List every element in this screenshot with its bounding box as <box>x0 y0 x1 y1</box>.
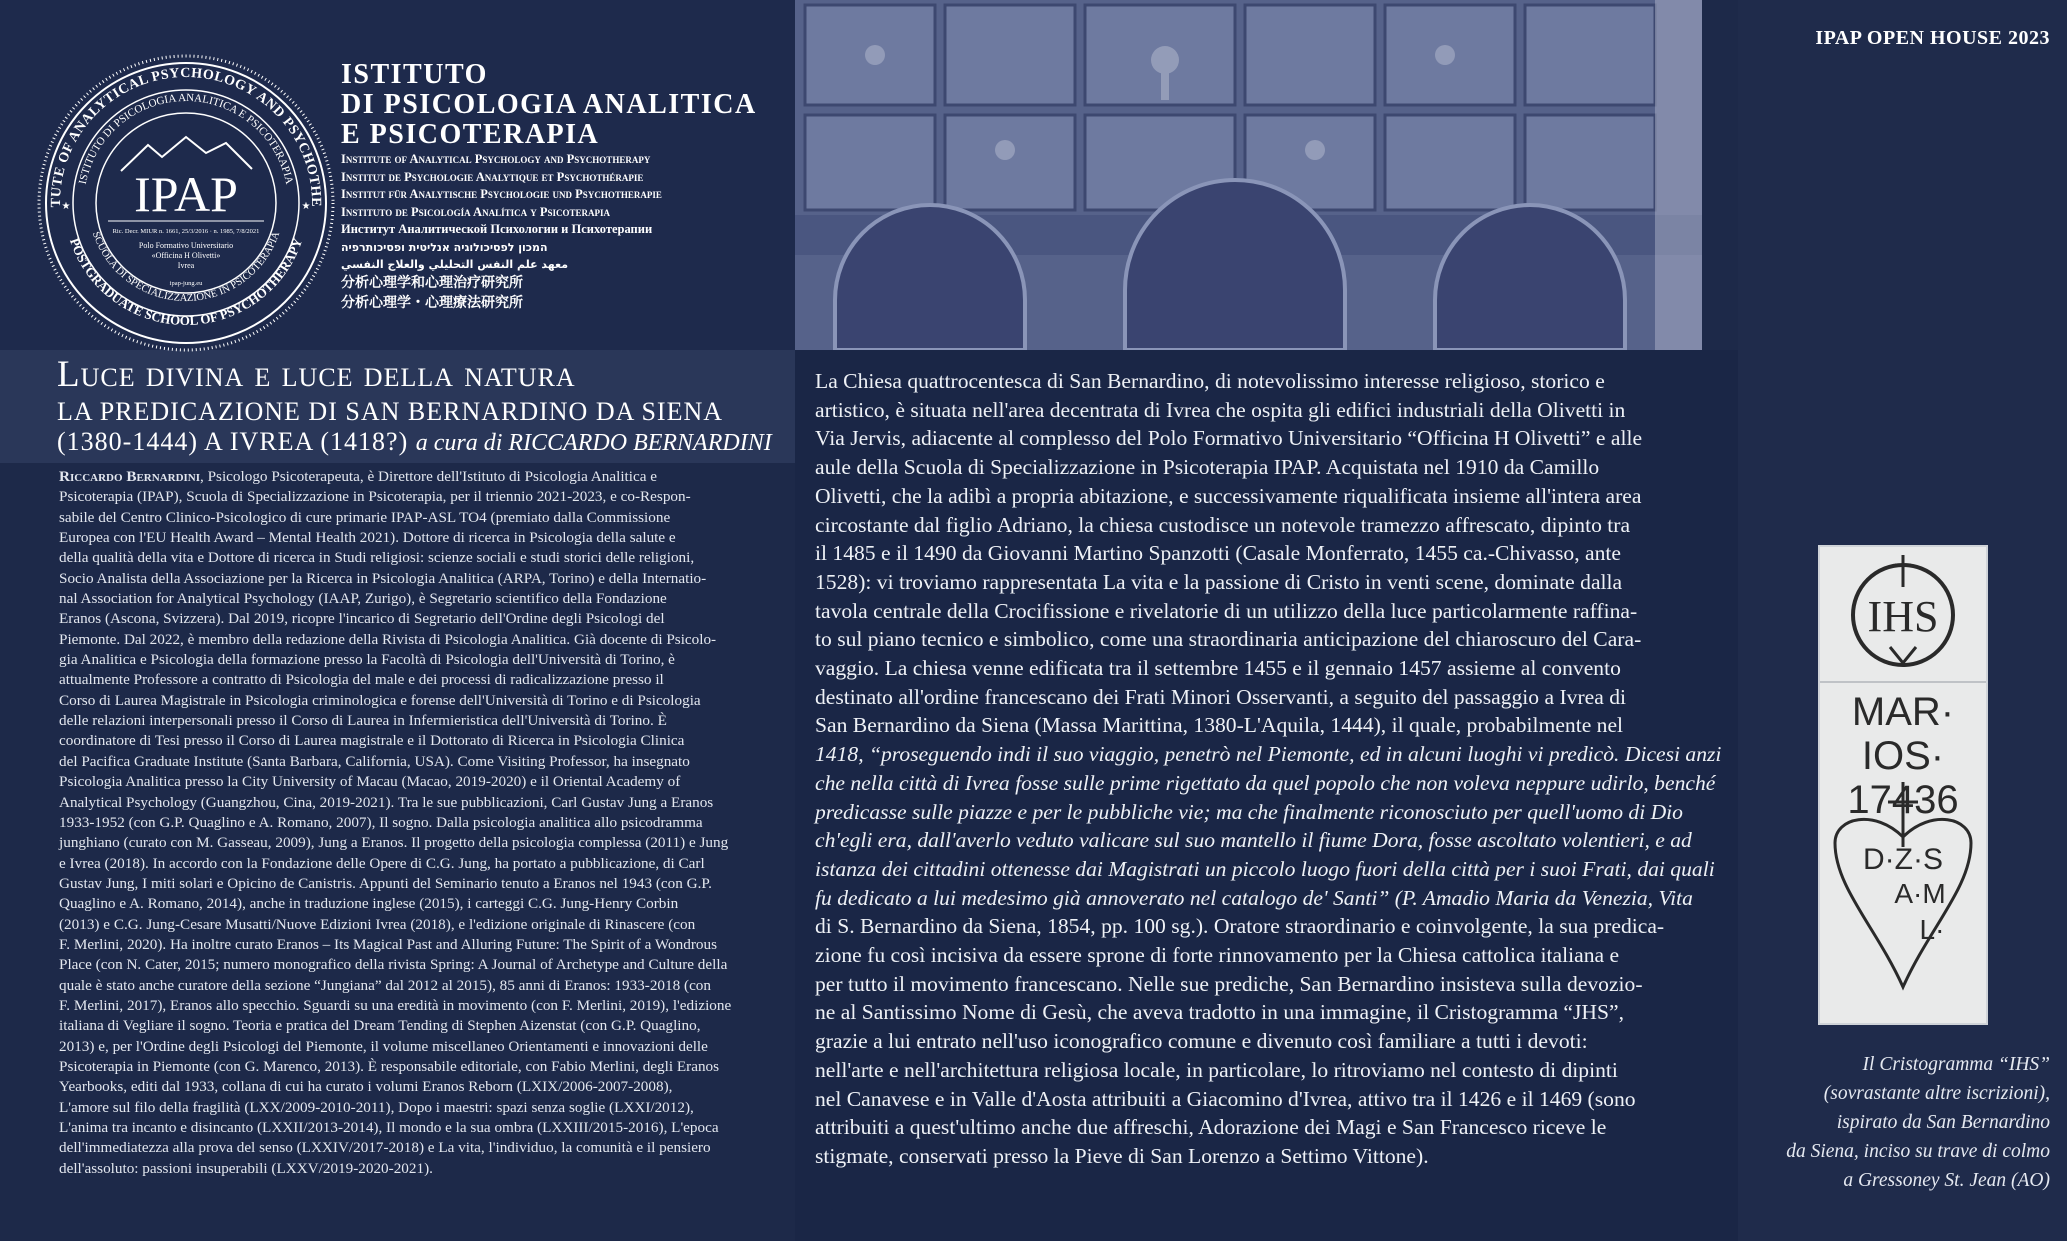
institute-title <box>341 60 757 150</box>
bio-first-line: , Psicologo Psicoterapeuta, è Direttore dell'Istituto di Psicologia Analitica e <box>200 468 658 485</box>
bio-line: Socio Analista della Associazione per la Ricerca in Psicologia Analitica (ARPA, Torino) e della Internatio- <box>59 569 707 587</box>
article-line: San Bernardino da Siena (Massa Marittina, 1380-L'Aquila, 1444), il quale, probabilmente nel <box>815 713 1624 738</box>
article-line: zione fu così incisiva da essere sprone di forte rinnovamento per la Chiesa cattolica italiana e <box>815 943 1620 968</box>
star-icon: ★ <box>61 201 71 212</box>
star-icon: ★ <box>301 201 311 212</box>
article-line: circostante dal figlio Adriano, la chiesa custodisce un notevole tramezzo affrescato, dipinto tra <box>815 512 1631 537</box>
article-line: 1528): vi troviamo rappresentata La vita e la passione di Cristo in venti scene, dominate dalla <box>815 569 1623 594</box>
institute-name-en: Institute of Analytical Psychology and Psychotherapy <box>341 152 651 166</box>
institute-name-fr: Institut de Psychologie Analytique et Psychothérapie <box>341 169 644 184</box>
institute-title-line: ISTITUTO <box>341 59 488 90</box>
institute-title-line: E PSICOTERAPIA <box>341 119 600 150</box>
image-caption <box>1738 1050 2050 1195</box>
bio-line: gia Analitica e Psicologia della formazione presso la Facoltà di Psicologia dell'Università di Torino, è <box>59 651 675 669</box>
seal-city: Ivrea <box>177 261 195 270</box>
bio-line: italiana di Vegliare il sogno. Teoria e pratica del Dream Tending di Stephen Aizenstat (con G.P. Quaglino, <box>59 1017 701 1035</box>
institute-title-line: DI PSICOLOGIA ANALITICA <box>341 89 757 120</box>
main-article-text <box>815 367 1721 1171</box>
bio-line: nal Association for Analytical Psychology (IAAP, Zurigo), è Segretario scientifico della Fondazione <box>59 590 667 608</box>
article-line: istanza dei cittadini ottenesse dai Magistrati un piccolo luogo fuori della città per i suoi Frati, dai quali <box>815 856 1715 881</box>
institute-name-es: Instituto de Psicología Analítica y Psicoterapia <box>341 204 610 219</box>
article-subtitle-line1: LA PREDICAZIONE DI SAN BERNARDINO DA SIENA <box>57 397 723 426</box>
article-line: attribuiti a quest'ultimo anche due affreschi, Adorazione dei Magi e San Francesco riceve le <box>815 1115 1607 1140</box>
institute-name-ru: Институт Аналитической Психологии и Психотерапии <box>341 222 653 236</box>
bio-line: quale è stato anche curatore della sezione “Jungiana” dal 2012 al 2015), 85 anni di Eranos: 1933-2018 (con <box>59 976 711 994</box>
bio-line: F. Merlini, 2020). Ha inoltre curato Eranos – Its Magical Past and Alluring Future: The Spirit of a Wondrous <box>59 935 717 953</box>
article-line: destinato all'ordine francescano dei Frati Minori Osservanti, a seguito del passaggio a Ivrea di <box>815 684 1627 709</box>
article-line: ch'egli era, dall'averlo veduto valicare sul suo mantello il fiume Dora, fosse ascoltato volentieri, e ad <box>815 828 1692 853</box>
article-line: che nella città di Ivrea fosse sulle prime rigettato da quel popolo che non voleva neppure udirlo, benché <box>815 770 1716 795</box>
seal-ring-bottom: POSTGRADUATE SCHOOL OF PSYCHOTHERAPY <box>66 236 306 329</box>
bio-line: Eranos (Ascona, Svizzera). Dal 2019, ricopre l'incarico di Segretario dell'Ordine degli Psicologi del <box>59 610 665 628</box>
article-line: La Chiesa quattrocentesca di San Bernardino, di notevolissimo interesse religioso, storico e <box>815 369 1605 393</box>
article-line: to sul piano tecnico e simbolico, come una straordinaria anticipazione del chiaroscuro del Cara- <box>815 627 1642 652</box>
bio-line: Analytical Psychology (Guangzhou, Cina, 2019-2021). Tra le sue pubblicazioni, Carl Gustav Jung a Eranos <box>59 793 714 811</box>
bio-line <box>59 467 768 487</box>
seal-logo: IPAP <box>134 166 238 222</box>
bio-lines <box>59 487 768 1179</box>
inscription-line: MAR· <box>1851 690 1955 734</box>
caption-line: Il Cristogramma “IHS” <box>1862 1054 2050 1075</box>
article-line: aule della Scuola di Specializzazione in Psicoterapia IPAP. Acquistata nel 1910 da Camillo <box>815 455 1600 480</box>
bio-line: e Ivrea (2018). In accordo con la Fondazione delle Opere di C.G. Jung, ha portato a pubblicazione, di Carl <box>59 854 705 872</box>
bio-line: 2013) e, per l'Ordine degli Psicologi del Piemonte, il volume miscellaneo Orientamenti e innovazioni delle <box>59 1037 708 1055</box>
caption-line: da Siena, inciso su trave di colmo <box>1786 1141 2050 1162</box>
article-subtitle-line2 <box>57 427 772 457</box>
article-line: nell'arte e nell'architettura religiosa locale, in particolare, lo ritroviamo nel contesto di dipinti <box>815 1057 1618 1082</box>
bio-line: Gustav Jung, I miti solari e Opicino de Canistris. Appunti del Seminario tenuto a Eranos nel 1943 (con G.P. <box>59 874 712 892</box>
bio-line: (2013) e C.G. Jung-Cesare Musatti/Nuove Edizioni Ivrea (2018), e l'edizione originale di Rinascere (con <box>59 915 696 933</box>
bio-line: dell'assoluto: passioni insuperabili (LXXV/2019-2020-2021). <box>59 1159 433 1177</box>
bio-line: L'amore sul filo della fragilità (LXX/2009-2010-2011), Dopo i maestri: spazi senza soglie (LXXI/2012), <box>59 1098 694 1116</box>
inscription-line: IOS· <box>1861 734 1945 778</box>
institute-name-he: המכון לפסיכולוגיה אנליטית ופסיכותרפיה <box>341 240 548 254</box>
bio-line: Piemonte. Dal 2022, è membro della redazione della Rivista di Psicologia Analitica. Già docente di Psicolo- <box>59 630 717 648</box>
seal-web: ipap-jung.eu <box>169 280 203 287</box>
article-line: il 1485 e il 1490 da Giovanni Martino Spanzotti (Casale Monferrato, 1455 ca.-Chivasso, ante <box>815 541 1621 566</box>
cristogramma-inscription-image <box>1818 545 1988 1025</box>
bio-line: 1933-1952 (con G.P. Quaglino e A. Romano, 2007), Il sogno. Dalla psicologia analitica allo psicodramma <box>59 813 703 831</box>
seal-decree: Ric. Decr. MIUR n. 1661, 25/3/2016 · n. 1985, 7/8/2021 <box>112 228 260 235</box>
seal-ring-top: TUTE OF ANALYTICAL PSYCHOLOGY AND PSYCHOTHE <box>48 65 324 208</box>
bio-author-name: Riccardo Bernardini <box>59 468 201 485</box>
bio-line: Quaglino e A. Romano, 2014), anche in traduzione inglese (2015), i carteggi C.G. Jung-Henry Corbin <box>59 895 679 913</box>
bio-line: sabile del Centro Clinico-Psicologico di cure primarie IPAP-ASL TO4 (premiato dalla Commissione <box>59 508 671 526</box>
institute-names <box>341 151 662 314</box>
inscription-line: L· <box>1919 914 1945 945</box>
article-line: 1418, “proseguendo indi il suo viaggio, penetrò nel Piemonte, ed in alcuni luoghi vi predicò. Dicesi anzi <box>815 742 1722 767</box>
institute-name-de: Institut für Analytische Psychologie und Psychotherapie <box>341 187 662 201</box>
author-bio <box>59 467 768 1179</box>
caption-line: (sovrastante altre iscrizioni), <box>1823 1083 2050 1104</box>
bio-line: della qualità della vita e Dottore di ricerca in Studi religiosi: scienze sociali e studi storici delle religioni, <box>59 549 695 567</box>
institute-name-zh: 分析心理学和心理治疗研究所 <box>341 275 523 291</box>
bio-line: Psicoterapia (IPAP), Scuola di Specializzazione in Psicoterapia, per il triennio 2021-2023, e co-Respon- <box>59 488 691 506</box>
subtitle-dates: (1380-1444) A IVREA (1418?) <box>57 427 409 456</box>
bio-line: junghiano (curato con M. Gasseau, 2009), Jung a Eranos. Il progetto della psicologia complessa (2011) e Jung <box>59 834 729 852</box>
inscription-line: A·M <box>1894 878 1946 909</box>
caption-line: ispirato da San Bernardino <box>1836 1112 2050 1133</box>
caption-line: a Gressoney St. Jean (AO) <box>1843 1170 2050 1191</box>
institute-name-ar: معهد علم النفس التحليلي والعلاج النفسي <box>341 258 569 271</box>
article-line: ne al Santissimo Nome di Gesù, che aveva tradotto in una immagine, il Cristogramma “JHS”, <box>815 1000 1624 1025</box>
inscription-line: D·Z·S <box>1863 843 1943 876</box>
ipap-seal <box>36 53 336 353</box>
seal-polo: Polo Formativo Universitario <box>138 241 234 250</box>
bio-line: Europea con l'EU Health Award – Mental Health 2021). Dottore di ricerca in Psicologia della salute e <box>59 529 676 547</box>
bio-line: F. Merlini, 2017), Eranos allo specchio. Sguardi su una eredità in movimento (con F. Merlini, 2019), l'edizione <box>59 996 732 1014</box>
article-line: predicasse sulle piazze e per le pubbliche vie; ma che finalmente riconosciuto per quell'uomo di Dio <box>815 799 1683 824</box>
article-line: grazie a lui entrato nell'uso iconografico comune e divenuto così familiare a tutti i devoti: <box>815 1029 1588 1054</box>
seal-ring-inner-bottom: SCUOLA DI SPECIALIZZAZIONE IN PSICOTERAPIA <box>89 230 283 305</box>
article-title: Luce divina e luce della natura <box>57 354 576 395</box>
bio-line: L'anima tra incanto e disincanto (LXXII/2013-2014), Il mondo e la sua ombra (LXXIII/2015-2016), L'epoca <box>59 1119 719 1136</box>
open-house-badge: IPAP OPEN HOUSE 2023 <box>1815 27 2050 49</box>
fresco-illustration <box>795 0 1702 350</box>
ihs-monogram: IHS <box>1867 592 1939 641</box>
curator-credit: a cura di RICCARDO BERNARDINI <box>415 430 772 456</box>
article-line: tavola centrale della Crocifissione e rivelatorie di un utilizzo della luce particolarmente raffina- <box>815 598 1638 623</box>
institute-name-ja: 分析心理学・心理療法研究所 <box>341 295 523 311</box>
article-line: fu dedicato a lui medesimo già annoverato nel catalogo de' Santi” (P. Amadio Maria da Venezia, Vita <box>815 885 1693 910</box>
bio-line: Place (con N. Cater, 2015; numero monografico della rivista Spring: A Journal of Archetype and Culture della <box>59 956 728 974</box>
bio-line: Psicologia Analitica presso la City University of Macau (Macao, 2019-2020) e il Oriental Academy of <box>59 773 681 791</box>
article-line: stigmate, conservati presso la Pieve di San Lorenzo a Settimo Vittone). <box>815 1143 1429 1168</box>
bio-line: coordinatore di Tesi presso il Corso di Laurea magistrale e il Dottorato di Ricerca in Psicologia Clinica <box>59 732 685 750</box>
article-line: per tutto il movimento francescano. Nelle sue prediche, San Bernardino insisteva sulla devozio- <box>815 971 1643 996</box>
article-line: di S. Bernardino da Siena, 1854, pp. 100 sg.). Oratore straordinario e coinvolgente, la sua predica- <box>815 914 1665 939</box>
article-line: Olivetti, che la adibì a propria abitazione, e successivamente riqualificata insieme all'intera area <box>815 483 1642 508</box>
article-line: vaggio. La chiesa venne edificata tra il settembre 1455 e il gennaio 1457 assieme al convento <box>815 656 1621 681</box>
seal-officina: «Officina H Olivetti» <box>151 251 221 260</box>
bio-line: Yearbooks, editi dal 1933, collana di cui ha curato i volumi Eranos Reborn (LXIX/2006-2007-2008), <box>59 1078 673 1096</box>
bio-line: attualmente Professore a contratto di Psicologia del male e dei processi di radicalizzazione presso il <box>59 671 664 689</box>
bio-line: delle relazioni interpersonali presso il Corso di Laurea in Infermieristica dell'Università di Torino. È <box>59 712 667 730</box>
bio-line: del Pacifica Graduate Institute (Santa Barbara, California, USA). Come Visiting Professor, ha insegnato <box>59 752 690 770</box>
bio-line: Psicoterapia in Piemonte (con G. Marenco, 2013). È responsabile editoriale, con Fabio Merlini, degli Eranos <box>59 1057 720 1075</box>
fresco-image <box>795 0 1702 350</box>
bio-line: Corso di Laurea Magistrale in Psicologia criminologica e forense dell'Università di Torino e di Psicologia <box>59 691 701 709</box>
bio-line: dell'immediatezza alla prova del senso (LXXIV/2017-2018) e La vita, l'individuo, la comunità e il pensiero <box>59 1139 711 1157</box>
inscription-line: 17436 <box>1847 778 1959 822</box>
article-line: artistico, è situata nell'area decentrata di Ivrea che ospita gli edifici industriali della Olivetti in <box>815 397 1626 422</box>
article-line: nel Canavese e in Valle d'Aosta attribuiti a Giacomino d'Ivrea, attivo tra il 1426 e il 1469 (sono <box>815 1086 1636 1111</box>
seal-ring-inner: ISTITUTO DI PSICOLOGIA ANALITICA E PSICOTERAPIA <box>76 91 296 186</box>
article-line: Via Jervis, adiacente al complesso del Polo Formativo Universitario “Officina H Olivetti” e alle <box>815 426 1643 451</box>
